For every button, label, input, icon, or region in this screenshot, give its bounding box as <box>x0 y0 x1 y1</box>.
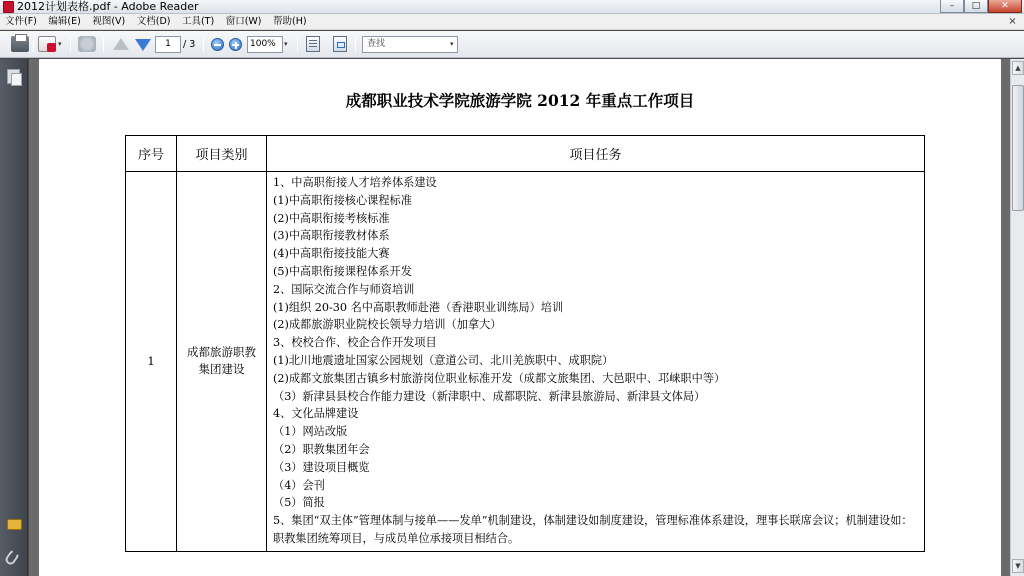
window-controls <box>940 0 1022 14</box>
toolbar-separator <box>203 37 204 52</box>
menu-file[interactable]: 文件(F) <box>5 16 37 27</box>
minimize-button[interactable]: – <box>940 0 964 13</box>
task-line: （5）简报 <box>273 496 325 510</box>
create-pdf-icon[interactable] <box>38 36 56 52</box>
scroll-mode-icon[interactable] <box>306 36 320 52</box>
scrollbar-thumb[interactable] <box>1012 85 1024 211</box>
task-line: (1)组织 20-30 名中高职教师赴港（香港职业训练局）培训 <box>273 300 564 314</box>
table-row <box>126 172 925 552</box>
task-line: （3）新津县县校合作能力建设（新津职中、成都职院、新津县旅游局、新津县文体局） <box>273 389 706 403</box>
page-number-input[interactable]: 1 <box>155 36 181 53</box>
toolbar-separator <box>33 37 34 52</box>
chevron-down-icon[interactable]: ▾ <box>58 40 62 48</box>
scroll-down-button[interactable]: ▼ <box>1012 559 1024 573</box>
zoom-out-icon[interactable] <box>211 38 224 51</box>
window-title: 2012计划表格.pdf - Adobe Reader <box>17 0 199 13</box>
document-viewport[interactable] <box>29 59 1010 576</box>
task-line: （3）建设项目概览 <box>273 460 370 474</box>
task-line: （4）会刊 <box>273 478 325 492</box>
task-line: 3、校校合作、校企合作开发项目 <box>273 336 437 350</box>
menu-help[interactable]: 帮助(H) <box>273 16 307 27</box>
menu-window[interactable]: 窗口(W) <box>225 16 262 27</box>
title-bar <box>0 0 1024 14</box>
work-plan-table <box>125 135 925 552</box>
task-line: 1、中高职衔接人才培养体系建设 <box>273 176 437 189</box>
comments-panel-icon[interactable] <box>7 519 22 530</box>
document-close-button[interactable]: × <box>1008 16 1017 27</box>
vertical-scrollbar[interactable] <box>1010 59 1024 576</box>
row-category: 成都旅游职教集团建设 <box>177 172 267 552</box>
table-header-row <box>126 136 925 172</box>
previous-page-icon[interactable] <box>113 38 129 50</box>
task-line: (1)北川地震遗址国家公园规划（意道公司、北川羌族职中、成职院） <box>273 353 614 367</box>
next-page-icon[interactable] <box>135 39 151 51</box>
task-line: 4、文化品牌建设 <box>273 407 359 421</box>
task-line: (2)中高职衔接考核标准 <box>273 211 390 225</box>
chevron-down-icon[interactable]: ▾ <box>450 40 454 48</box>
toolbar-separator <box>297 37 298 52</box>
header-category: 项目类别 <box>177 136 267 172</box>
menu-view[interactable]: 视图(V) <box>92 16 126 27</box>
row-number: 1 <box>126 172 177 552</box>
maximize-button[interactable]: □ <box>964 0 988 13</box>
adobe-reader-icon <box>3 1 14 13</box>
task-line: (3)中高职衔接教材体系 <box>273 229 390 243</box>
toolbar-separator <box>70 37 71 52</box>
find-input[interactable]: 查找 <box>362 36 458 53</box>
task-line: （2）职教集团年会 <box>273 442 370 456</box>
task-line: (2)成都文旅集团古镇乡村旅游岗位职业标准开发（成都文旅集团、大邑职中、邛崃职中等） <box>273 371 726 385</box>
task-line: 5、集团“双主体”管理体制与接单——发单”机制建设，体制建设如制度建设，管理标准体系建设，理事长联席会议；机制建设如：职教集团统筹项目，与成员单位承接项目相结合。 <box>273 514 913 545</box>
toolbar-separator <box>103 37 104 52</box>
fit-window-icon[interactable] <box>333 36 347 52</box>
menu-bar <box>0 14 1024 30</box>
task-line: （1）网站改版 <box>273 425 348 439</box>
toolbar <box>0 31 1024 58</box>
page-total: / 3 <box>183 39 196 50</box>
review-icon[interactable] <box>78 36 96 52</box>
document-title: 成都职业技术学院旅游学院 2012 年重点工作项目 <box>345 91 695 110</box>
task-line: 2、国际交流合作与师资培训 <box>273 282 415 296</box>
scroll-up-button[interactable]: ▲ <box>1012 61 1024 75</box>
navigation-pane <box>0 59 28 576</box>
task-line: (5)中高职衔接课程体系开发 <box>273 264 412 278</box>
attachments-panel-icon[interactable] <box>4 548 21 566</box>
zoom-in-icon[interactable] <box>229 38 242 51</box>
chevron-down-icon[interactable]: ▾ <box>284 40 288 48</box>
menu-edit[interactable]: 编辑(E) <box>48 16 81 27</box>
menu-tools[interactable]: 工具(T) <box>181 16 215 27</box>
zoom-level-select[interactable]: 100% <box>247 36 283 53</box>
print-icon[interactable] <box>11 36 29 52</box>
task-line: (2)成都旅游职业院校长领导力培训（加拿大） <box>273 318 502 332</box>
menu-document[interactable]: 文档(D) <box>136 16 171 27</box>
task-line: (4)中高职衔接技能大赛 <box>273 247 390 261</box>
close-button[interactable]: ✕ <box>988 0 1022 13</box>
task-line: (1)中高职衔接核心课程标准 <box>273 193 412 207</box>
header-tasks: 项目任务 <box>267 136 925 172</box>
header-number: 序号 <box>126 136 177 172</box>
toolbar-separator <box>355 37 356 52</box>
row-tasks <box>267 172 925 552</box>
pdf-page <box>39 59 1001 576</box>
pages-panel-icon[interactable] <box>7 69 20 84</box>
